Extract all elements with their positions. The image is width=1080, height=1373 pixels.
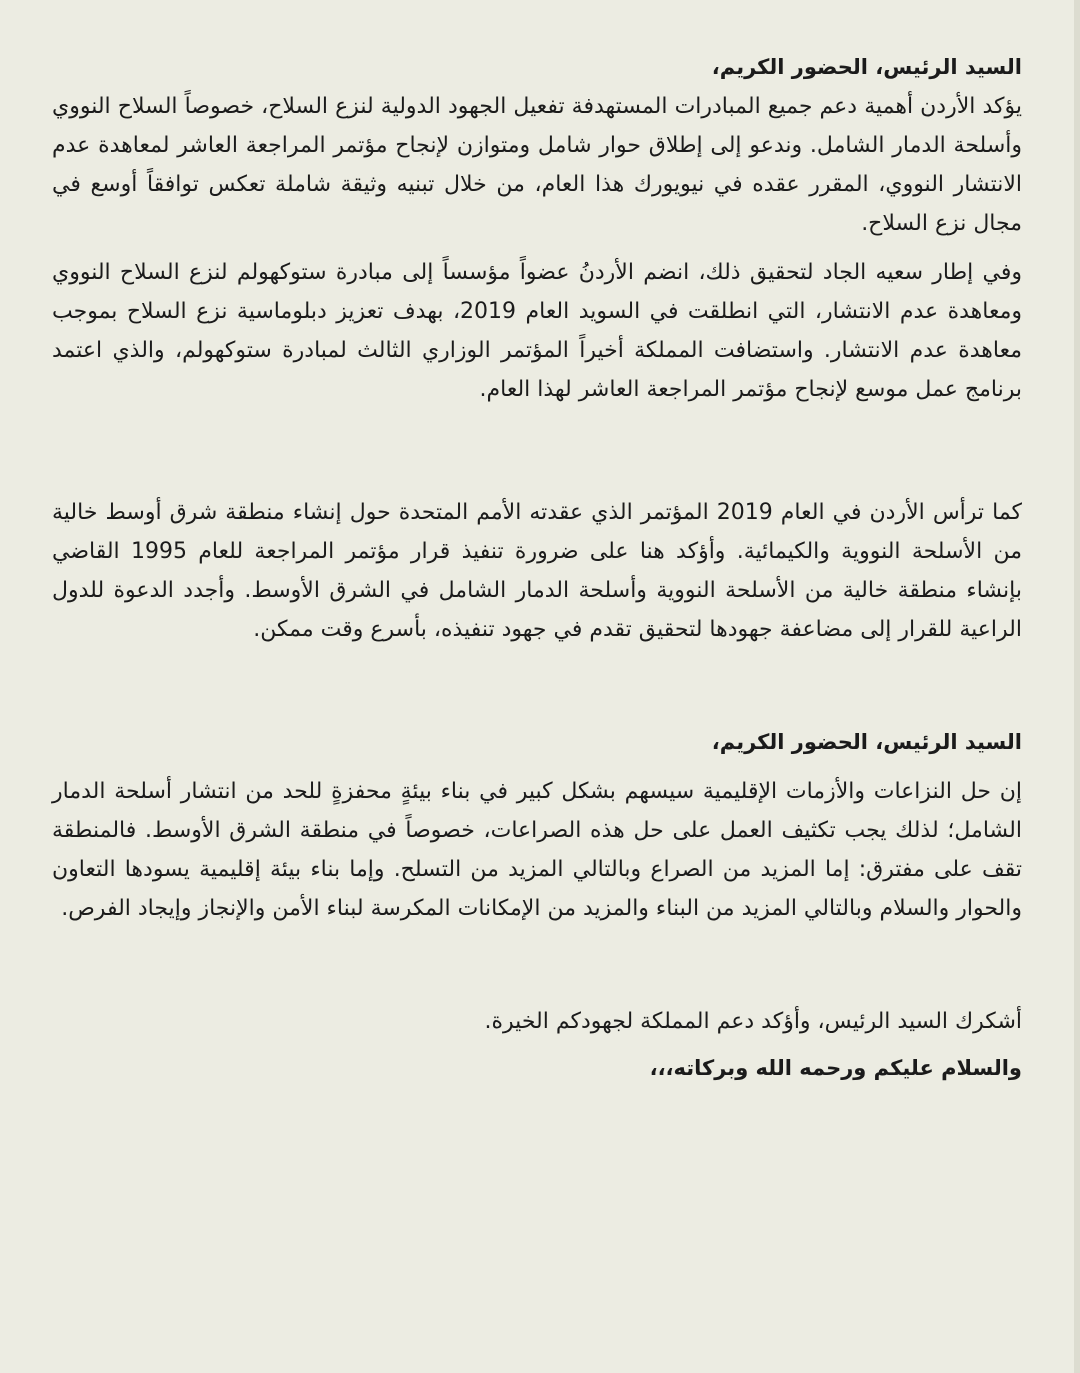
paragraph-5: أشكرك السيد الرئيس، وأؤكد دعم المملكة لجهودكم الخيرة.: [484, 1009, 1022, 1034]
paragraph-1: يؤكد الأردن أهمية دعم جميع المبادرات المستهدفة تفعيل الجهود الدولية لنزع السلاح، خصوصاً السلاح النووي وأسلحة الدمار الشامل. وندعو إلى إطلاق حوار شامل ومتوازن لإنجاح مؤتمر المراجعة العاشر لمعاهدة عدم الانتشار النووي، المقرر عقده في نيويورك هذا العام، من خلال تبنيه وثيقة شاملة تعكس توافقاً أوسع في مجال نزع السلاح.: [52, 94, 1022, 236]
spacer: [52, 928, 1022, 1002]
greeting-heading-2: السيد الرئيس، الحضور الكريم،: [711, 730, 1022, 754]
spacer: [52, 649, 1022, 723]
paragraph-3: كما ترأس الأردن في العام 2019 المؤتمر الذي عقدته الأمم المتحدة حول إنشاء منطقة شرق أوسط خالية من الأسلحة النووية والكيمائية. وأؤكد هنا على ضرورة تنفيذ قرار مؤتمر المراجعة للعام 1995 القاضي بإنشاء منطقة خالية من الأسلحة النووية وأسلحة الدمار الشامل في الشرق الأوسط. وأجدد الدعوة للدول الراعية للقرار إلى مضاعفة جهودها لتحقيق تقدم في جهود تنفيذه، بأسرع وقت ممكن.: [52, 500, 1023, 642]
spacer: [52, 762, 1022, 772]
document-body: [52, 48, 1022, 1088]
spacer: [52, 243, 1022, 253]
paragraph-2: وفي إطار سعيه الجاد لتحقيق ذلك، انضم الأردنُ عضواً مؤسساً إلى مبادرة ستوكهولم لنزع السلاح النووي ومعاهدة عدم الانتشار، التي انطلقت في السويد العام 2019، بهدف تعزيز دبلوماسية نزع السلاح بموجب معاهدة عدم الانتشار. واستضافت المملكة أخيراً المؤتمر الوزاري الثالث لمبادرة ستوكهولم، والذي اعتمد برنامج عمل موسع لإنجاح مؤتمر المراجعة العاشر لهذا العام.: [52, 260, 1022, 402]
spacer: [52, 409, 1022, 493]
greeting-heading-1: السيد الرئيس، الحضور الكريم،: [711, 55, 1022, 79]
closing-salutation: والسلام عليكم ورحمه الله وبركاته،،،: [649, 1056, 1022, 1080]
paragraph-4: إن حل النزاعات والأزمات الإقليمية سيسهم بشكل كبير في بناء بيئةٍ محفزةٍ للحد من انتشار أسلحة الدمار الشامل؛ لذلك يجب تكثيف العمل على حل هذه الصراعات، خصوصاً في منطقة الشرق الأوسط. فالمنطقة تقف على مفترق: إما المزيد من الصراع وبالتالي المزيد من التسلح. وإما بناء بيئة إقليمية يسودها التعاون والحوار والسلام وبالتالي المزيد من البناء والمزيد من الإمكانات المكرسة لبناء الأمن والإنجاز وإيجاد الفرص.: [52, 779, 1022, 921]
spacer: [52, 1041, 1022, 1049]
